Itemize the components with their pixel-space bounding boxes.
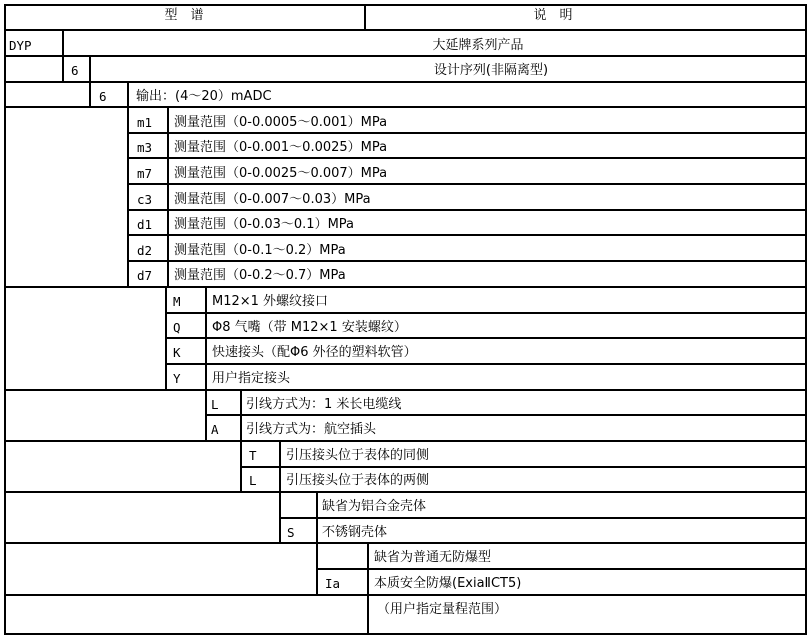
- table-rule: [4, 542, 807, 544]
- table-rule: [4, 633, 807, 635]
- desc-design-series: 设计序列(非隔离型): [433, 63, 549, 78]
- table-rule: [4, 29, 807, 31]
- desc-range-d7: 测量范围（0-0.2～0.7）MPa: [174, 268, 346, 283]
- desc-lead-cable: 引线方式为：1 米长电缆线: [246, 397, 402, 412]
- code-6-series: 6: [71, 63, 79, 78]
- code-6-output: 6: [99, 89, 107, 104]
- header-model: 型 谱: [164, 8, 204, 23]
- desc-range-m3: 测量范围（0-0.001～0.0025）MPa: [174, 140, 388, 155]
- code-m3: m3: [137, 140, 153, 155]
- code-y-connector: Y: [173, 371, 181, 386]
- code-d1: d1: [137, 217, 153, 232]
- code-q-connector: Q: [173, 320, 181, 335]
- desc-housing-stainless: 不锈钢壳体: [322, 525, 388, 540]
- table-rule: [279, 517, 807, 519]
- table-rule: [4, 389, 807, 391]
- desc-range-c3: 测量范围（0-0.007～0.03）MPa: [174, 192, 371, 207]
- table-rule: [4, 594, 807, 596]
- table-rule: [165, 363, 807, 365]
- code-l-port: L: [249, 473, 257, 488]
- table-rule: [205, 414, 807, 416]
- table-rule: [316, 568, 807, 570]
- table-rule: [127, 81, 129, 107]
- table-rule: [127, 260, 807, 262]
- code-c3: c3: [137, 192, 153, 207]
- desc-lead-aviation: 引线方式为：航空插头: [246, 422, 377, 437]
- table-rule: [62, 55, 64, 82]
- desc-connector-k: 快速接头（配Φ6 外径的塑料软管）: [212, 345, 417, 360]
- code-s-housing: S: [287, 525, 295, 540]
- table-rule: [805, 4, 807, 634]
- desc-connector-q: Φ8 气嘴（带 M12×1 安装螺纹）: [212, 320, 407, 335]
- desc-range-d1: 测量范围（0-0.03～0.1）MPa: [174, 217, 355, 232]
- table-rule: [127, 183, 807, 185]
- desc-range-d2: 测量范围（0-0.1～0.2）MPa: [174, 243, 346, 258]
- code-m7: m7: [137, 166, 153, 181]
- code-dyp: DYP: [9, 38, 32, 53]
- table-rule: [127, 234, 807, 236]
- desc-range-m1: 测量范围（0-0.0005～0.001）MPa: [174, 115, 388, 130]
- code-t-port: T: [249, 448, 257, 463]
- table-rule: [367, 594, 369, 634]
- table-rule: [364, 4, 366, 30]
- desc-range-m7: 测量范围（0-0.0025～0.007）MPa: [174, 166, 388, 181]
- header-description: 说 明: [533, 8, 573, 23]
- code-l-lead: L: [211, 397, 219, 412]
- table-rule: [127, 157, 807, 159]
- desc-output: 输出：(4～20）mADC: [136, 89, 272, 104]
- table-rule: [165, 337, 807, 339]
- table-rule: [4, 106, 807, 108]
- desc-exproof-default: 缺省为普通无防爆型: [374, 550, 492, 565]
- table-rule: [89, 55, 91, 82]
- table-rule: [127, 132, 807, 134]
- desc-port-same-side: 引压接头位于表体的同侧: [286, 448, 430, 463]
- table-rule: [4, 491, 807, 493]
- table-rule: [127, 209, 807, 211]
- desc-connector-y: 用户指定接头: [212, 371, 291, 386]
- code-m1: m1: [137, 115, 153, 130]
- code-d7: d7: [137, 268, 153, 283]
- table-rule: [4, 81, 807, 83]
- desc-connector-m: M12×1 外螺纹接口: [212, 294, 329, 309]
- table-rule: [62, 29, 64, 56]
- table-rule: [4, 4, 6, 634]
- code-d2: d2: [137, 243, 153, 258]
- desc-housing-default: 缺省为铝合金壳体: [322, 499, 427, 514]
- table-rule: [62, 55, 807, 57]
- desc-custom-range: （用户指定量程范围）: [377, 602, 508, 617]
- table-rule: [89, 81, 91, 107]
- code-k-connector: K: [173, 345, 181, 360]
- code-a-lead: A: [211, 422, 219, 437]
- code-ia-exproof: Ia: [325, 576, 341, 591]
- table-rule: [4, 440, 807, 442]
- table-rule: [165, 312, 807, 314]
- table-rule: [4, 286, 807, 288]
- desc-brand: 大延牌系列产品: [432, 38, 524, 53]
- desc-exproof-intrinsic: 本质安全防爆(ExiaⅡCT5): [374, 576, 522, 591]
- table-rule: [240, 466, 807, 468]
- table-rule: [4, 4, 807, 6]
- desc-port-both-sides: 引压接头位于表体的两侧: [286, 473, 430, 488]
- code-m-connector: M: [173, 294, 181, 309]
